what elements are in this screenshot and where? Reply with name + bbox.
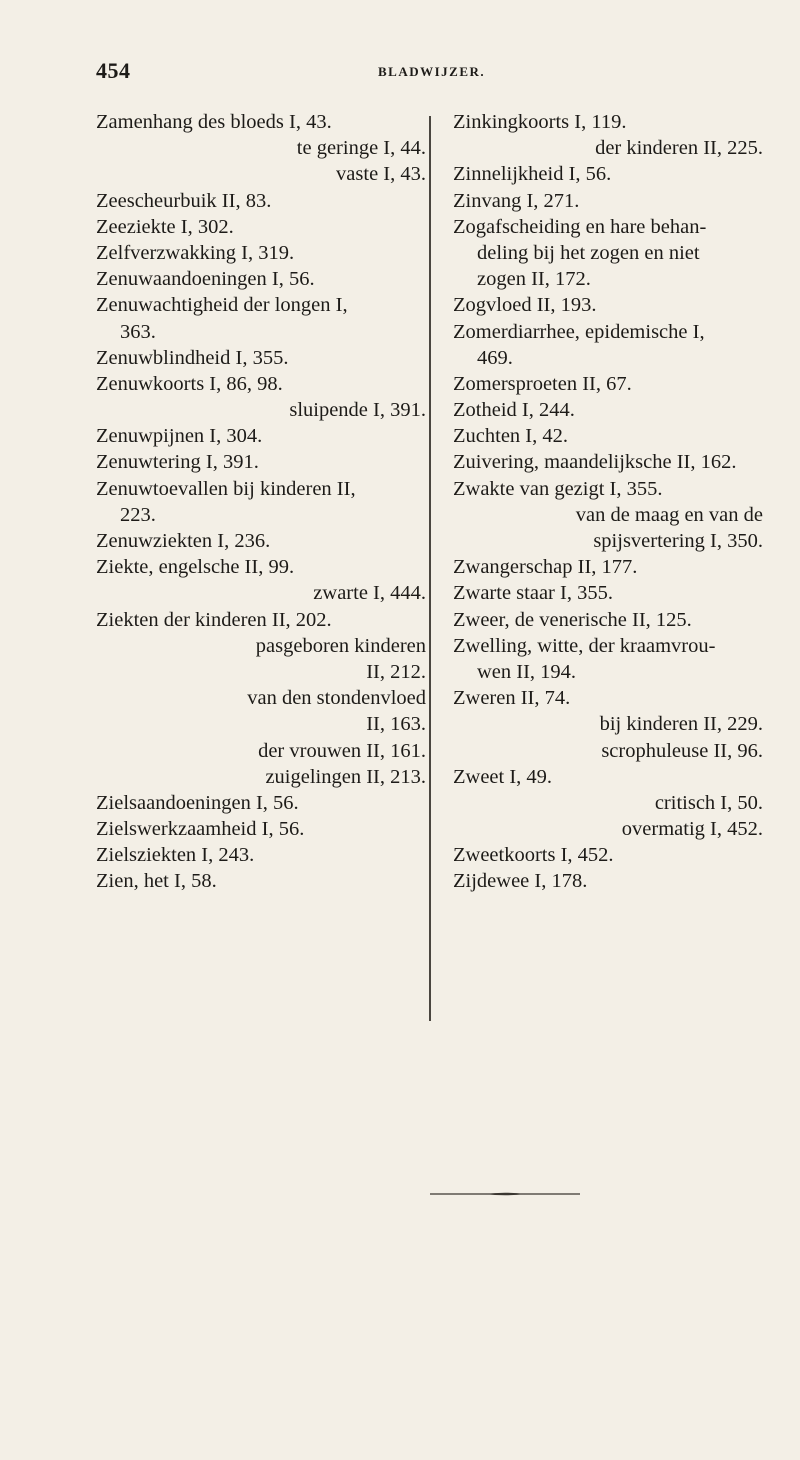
index-entry: te geringe I, 44. xyxy=(296,137,426,160)
index-entry: Zijdewee I, 178. xyxy=(453,870,588,893)
index-entry: Zwakte van gezigt I, 355. xyxy=(453,477,663,500)
index-entry: overmatig I, 452. xyxy=(621,818,763,841)
index-entry: Zogvloed II, 193. xyxy=(453,294,597,317)
index-entry: Zomerdiarrhee, epidemische I, xyxy=(453,320,705,343)
index-entry: Zenuwtering I, 391. xyxy=(96,451,259,474)
index-entry: Zweetkoorts I, 452. xyxy=(453,844,614,867)
index-entry: Zelfverzwakking I, 319. xyxy=(96,241,295,264)
index-entry: Zien, het I, 58. xyxy=(96,870,217,893)
running-head: BLADWIJZER. xyxy=(378,64,486,79)
index-entry: Zwarte staar I, 355. xyxy=(453,582,613,605)
index-entry: critisch I, 50. xyxy=(654,791,763,814)
index-entry: Zweer, de venerische II, 125. xyxy=(453,608,692,631)
index-entry: Zenuwkoorts I, 86, 98. xyxy=(96,372,283,395)
index-entry: wen II, 194. xyxy=(477,660,577,683)
index-entry: Zenuwtoevallen bij kinderen II, xyxy=(96,477,356,500)
index-entry: Zeescheurbuik II, 83. xyxy=(96,189,272,212)
index-entry: Zomersproeten II, 67. xyxy=(453,372,632,395)
index-entry: Zwangerschap II, 177. xyxy=(453,556,638,579)
index-entry: der vrouwen II, 161. xyxy=(258,739,426,762)
index-entry: zuigelingen II, 213. xyxy=(265,765,426,788)
index-entry: Zielswerkzaamheid I, 56. xyxy=(96,818,305,841)
index-entry: Zielsziekten I, 243. xyxy=(96,844,255,867)
index-entry: zwarte I, 444. xyxy=(313,582,426,605)
index-entry: Zinnelijkheid I, 56. xyxy=(453,163,612,186)
index-entry: Zweren II, 74. xyxy=(453,687,571,710)
index-entry: 469. xyxy=(477,346,513,369)
page-number: 454 xyxy=(96,58,131,83)
index-entry: Zuivering, maandelijksche II, 162. xyxy=(453,451,737,474)
index-entry: 223. xyxy=(120,503,156,526)
index-entry: deling bij het zogen en niet xyxy=(477,241,700,264)
index-entry: bij kinderen II, 229. xyxy=(599,713,763,736)
index-entry: van de maag en van de xyxy=(575,503,763,526)
index-entry: 363. xyxy=(120,320,156,343)
index-entry: Zweet I, 49. xyxy=(453,765,553,788)
end-ornament xyxy=(430,1192,580,1196)
index-column-right xyxy=(453,109,763,895)
index-entry: spijsvertering I, 350. xyxy=(593,530,763,552)
index-entry: Zuchten I, 42. xyxy=(453,425,568,448)
index-entry: scrophuleuse II, 96. xyxy=(601,739,763,762)
column-divider xyxy=(429,116,431,1021)
index-entry: Zamenhang des bloeds I, 43. xyxy=(96,111,332,133)
index-entry: van den stondenvloed xyxy=(247,687,426,710)
index-entry: Zenuwaandoeningen I, 56. xyxy=(96,268,315,291)
index-entry: Zenuwblindheid I, 355. xyxy=(96,346,289,369)
index-entry: Zinkingkoorts I, 119. xyxy=(453,111,627,133)
index-entry: Ziekte, engelsche II, 99. xyxy=(96,556,295,579)
index-entry: Zwelling, witte, der kraamvrou- xyxy=(453,634,716,657)
index-entry: vaste I, 43. xyxy=(336,163,426,186)
index-entry: Zinvang I, 271. xyxy=(453,189,580,212)
index-entry: Zenuwachtigheid der longen I, xyxy=(96,294,348,317)
index-entry: Ziekten der kinderen II, 202. xyxy=(96,608,332,631)
index-entry: der kinderen II, 225. xyxy=(595,137,763,160)
index-entry: pasgeboren kinderen xyxy=(255,634,426,657)
index-column-left xyxy=(96,109,426,895)
index-entry: Zenuwziekten I, 236. xyxy=(96,530,271,552)
index-entry: Zenuwpijnen I, 304. xyxy=(96,425,263,448)
index-entry: Zeeziekte I, 302. xyxy=(96,215,234,238)
index-entry: II, 212. xyxy=(366,660,426,683)
index-entry: zogen II, 172. xyxy=(477,268,591,291)
index-entry: sluipende I, 391. xyxy=(289,399,426,422)
index-entry: Zogafscheiding en hare behan- xyxy=(453,215,707,238)
index-entry: II, 163. xyxy=(366,713,426,736)
index-entry: Zielsaandoeningen I, 56. xyxy=(96,791,299,814)
index-entry: Zotheid I, 244. xyxy=(453,399,575,422)
